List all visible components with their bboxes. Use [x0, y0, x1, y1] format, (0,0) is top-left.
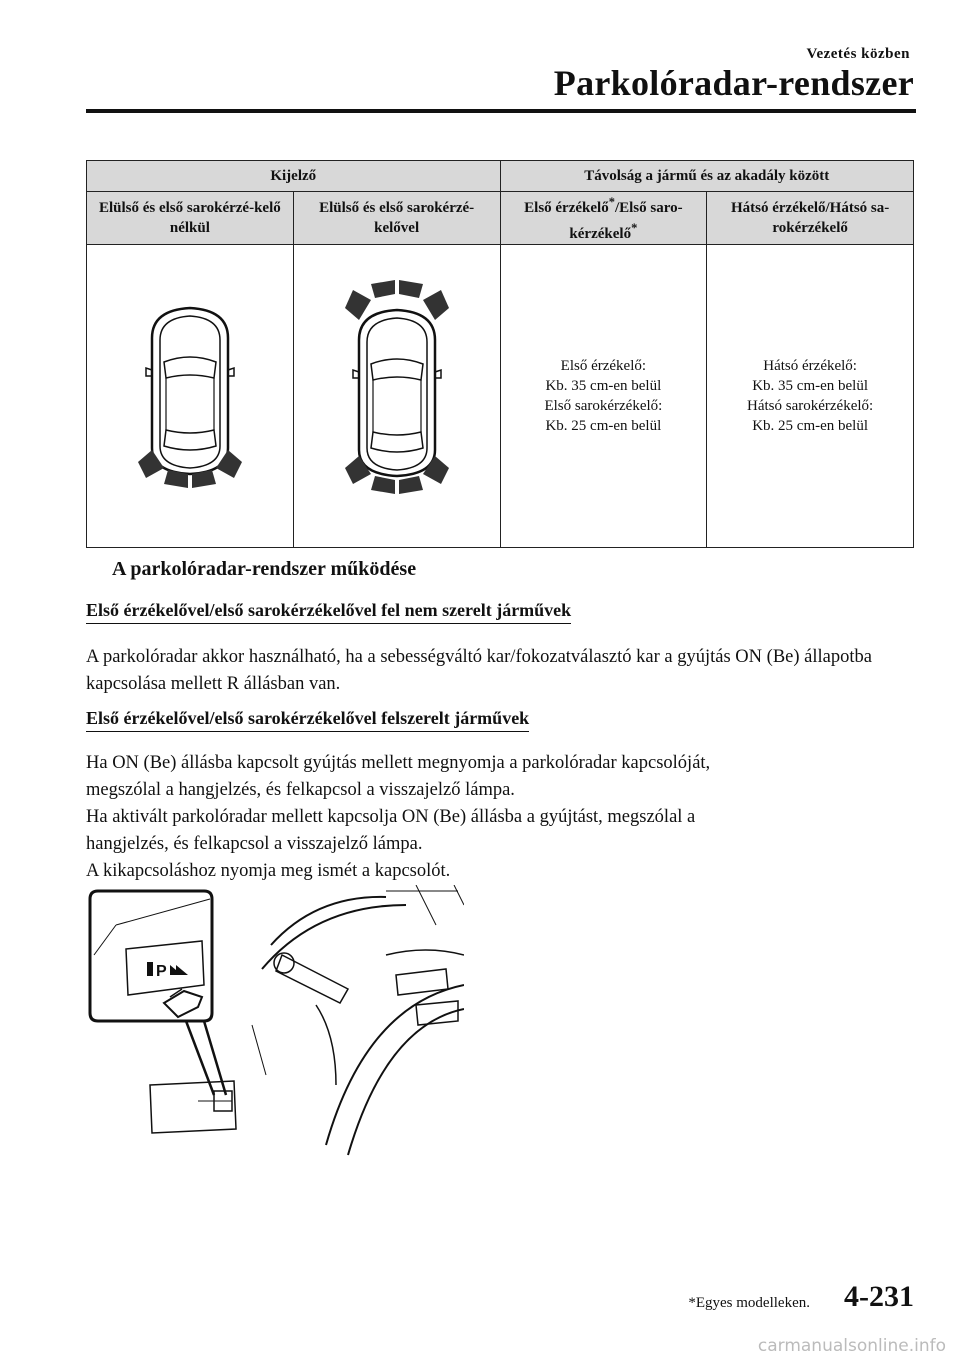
display-front-and-rear [293, 245, 500, 548]
header-distance: Távolság a jármű és az akadály között [500, 161, 914, 192]
rear-distance-cell: Hátsó érzékelő: Kb. 35 cm-en belül Hátsó sarokérzékelő: Kb. 25 cm-en belül [707, 245, 914, 548]
front-distance-cell: Első érzékelő: Kb. 35 cm-en belül Első sarokérzékelő: Kb. 25 cm-en belül [500, 245, 707, 548]
car-rear-sensor-icon [130, 298, 250, 488]
header-without-front: Elülső és első sarokérzé-kelő nélkül [87, 192, 294, 245]
watermark: carmanualsonline.info [757, 1336, 946, 1356]
footnote: *Egyes modelleken. [688, 1295, 810, 1311]
section-title: A parkolóradar-rendszer működése [112, 558, 417, 580]
header-display: Kijelző [87, 161, 501, 192]
header-front-sensor: Első érzékelő*/Első saro-kérzékelő* [500, 192, 707, 245]
page-number: 4-231 [844, 1280, 914, 1313]
subheading-with-front: Első érzékelővel/első sarokérzékelővel felszerelt járművek [86, 708, 529, 732]
svg-text:P: P [156, 963, 167, 980]
subheading-without-front: Első érzékelővel/első sarokérzékelővel fel nem szerelt járművek [86, 600, 571, 624]
sensor-table [86, 160, 914, 548]
car-front-rear-sensor-icon [337, 278, 457, 508]
paragraph-without-front: A parkolóradar akkor használható, ha a sebességváltó kar/fokozatválasztó kar a gyújtás ON (Be) állapotba kapcsolása mellett R állásban van. [86, 647, 872, 694]
header-with-front: Elülső és első sarokérzé-kelővel [293, 192, 500, 245]
page-title: Parkolóradar-rendszer [553, 63, 914, 103]
header-rule [86, 109, 916, 113]
display-rear-only [87, 245, 294, 548]
chapter-label: Vezetés közben [806, 46, 910, 62]
dashboard-switch-illustration [86, 885, 464, 1169]
header-rear-sensor: Hátsó érzékelő/Hátsó sa-rokérzékelő [707, 192, 914, 245]
paragraph-with-front: Ha ON (Be) állásba kapcsolt gyújtás mellett megnyomja a parkolóradar kapcsolóját, megszólal a hangjelzés, és felkapcsol a visszajelző lámpa. Ha aktivált parkolóradar mellett kapcsolja ON (Be) állásba a gyújtást, megszólal a hangjelzés, és felkapcsol a visszajelző lámpa. A kikapcsoláshoz nyomja meg ismét a kapcsolót. [86, 753, 711, 881]
